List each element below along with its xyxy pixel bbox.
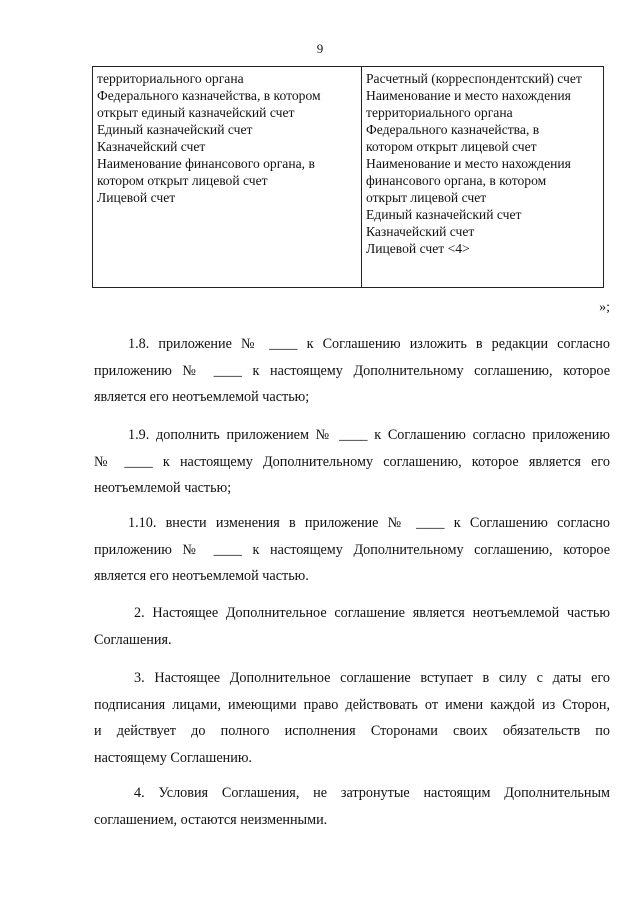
- table-cell-line: Наименование и место нахождения: [366, 88, 571, 103]
- table-cell-line: Расчетный (корреспондентский) счет: [366, 71, 582, 86]
- table-cell-line: территориального органа: [97, 71, 244, 86]
- paragraph-3: [94, 665, 610, 771]
- paragraph-line: является его неотъемлемой частью.: [94, 568, 309, 584]
- table-cell-left: [93, 67, 362, 288]
- table-cell-line: территориального органа: [366, 105, 513, 120]
- paragraph-1-9: [94, 422, 610, 502]
- paragraph-1-8: [94, 331, 610, 411]
- closing-quote: »;: [599, 300, 610, 315]
- paragraph-line: 1.8. приложение № ____ к Соглашению изложить в редакции согласно: [128, 336, 610, 352]
- paragraph-line: подписания лицами, имеющими право действовать от имени каждой из Сторон,: [94, 696, 610, 713]
- table-cell-line: котором открыт лицевой счет: [366, 139, 537, 154]
- table-cell-line: Федерального казначейства, в котором: [97, 88, 321, 103]
- paragraph-2: [94, 600, 610, 653]
- paragraph-line: соглашением, остаются неизменными.: [94, 811, 328, 828]
- table-cell-line: котором открыт лицевой счет: [97, 173, 268, 188]
- table-cell-line: открыт единый казначейский счет: [97, 105, 295, 120]
- paragraph-line: Соглашения.: [94, 631, 172, 648]
- table-cell-line: финансового органа, в котором: [366, 173, 547, 188]
- table-cell-line: открыт лицевой счет: [366, 190, 487, 205]
- paragraph-line: является его неотъемлемой частью;: [94, 389, 310, 405]
- table-cell-line: Лицевой счет <4>: [366, 241, 470, 256]
- paragraph-line: неотъемлемой частью;: [94, 480, 232, 496]
- paragraph-line: 4. Условия Соглашения, не затронутые настоящим Дополнительным: [134, 785, 610, 801]
- paragraph-line: 2. Настоящее Дополнительное соглашение является неотъемлемой частью: [134, 605, 610, 621]
- paragraph-line: № ____ к настоящему Дополнительному соглашению, которое является его: [94, 453, 610, 470]
- table-cell-line: Единый казначейский счет: [366, 207, 522, 222]
- table-cell-line: Единый казначейский счет: [97, 122, 253, 137]
- table-cell-line: Федерального казначейства, в: [366, 122, 540, 137]
- paragraph-line: настоящему Соглашению.: [94, 749, 252, 766]
- paragraph-line: 1.10. внести изменения в приложение № ____ к Соглашению согласно: [128, 515, 610, 531]
- table-cell-line: Наименование финансового органа, в: [97, 156, 315, 171]
- bank-details-table: [92, 66, 604, 288]
- table-cell-line: Наименование и место нахождения: [366, 156, 571, 171]
- paragraph-4: [94, 780, 610, 833]
- table-row: [93, 67, 604, 288]
- table-cell-line: Казначейский счет: [366, 224, 475, 239]
- paragraph-line: и действует до полного исполнения Сторонами своих обязательств по: [94, 723, 610, 739]
- paragraph-line: 1.9. дополнить приложением № ____ к Соглашению согласно приложению: [128, 427, 610, 443]
- paragraph-line: 3. Настоящее Дополнительное соглашение вступает в силу с даты его: [134, 670, 610, 686]
- paragraph-line: приложению № ____ к настоящему Дополнительному соглашению, которое: [94, 362, 610, 379]
- paragraph-1-10: [94, 510, 610, 590]
- table-cell-right: [362, 67, 604, 288]
- page-number: 9: [316, 41, 324, 56]
- table-cell-line: Казначейский счет: [97, 139, 206, 154]
- paragraph-line: приложению № ____ к настоящему Дополнительному соглашению, которое: [94, 541, 610, 558]
- table-cell-line: Лицевой счет: [97, 190, 176, 205]
